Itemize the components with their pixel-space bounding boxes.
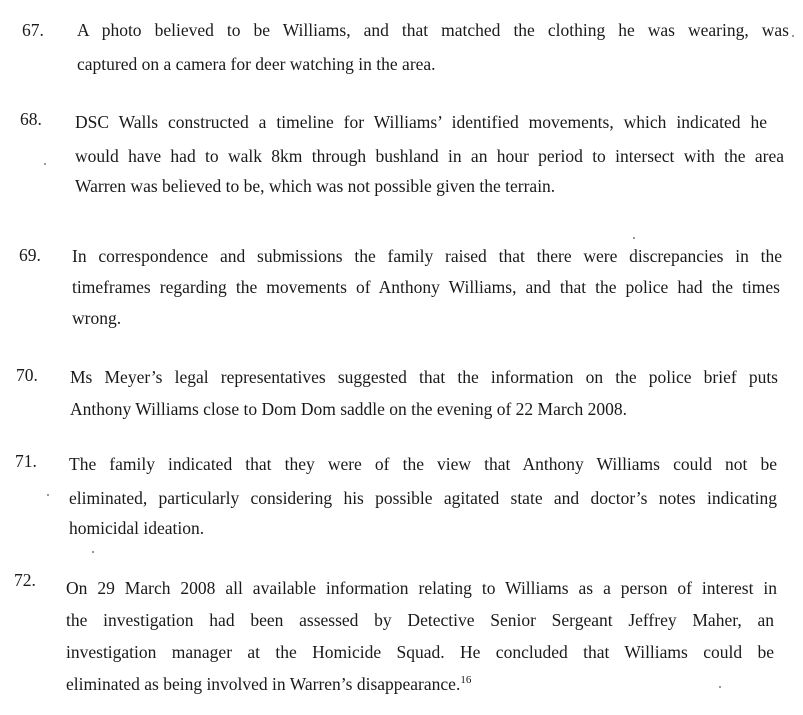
scan-speck (44, 163, 46, 165)
paragraph-line: Ms Meyer’s legal representatives suggested that the information on the police brief puts (70, 367, 778, 387)
paragraph-line (66, 674, 471, 694)
paragraph-line: Anthony Williams close to Dom Dom saddle on the evening of 22 March 2008. (70, 399, 627, 419)
paragraph-line: The family indicated that they were of the view that Anthony Williams could not be (69, 454, 777, 474)
paragraph-line: timeframes regarding the movements of Anthony Williams, and that the police had the times (72, 277, 780, 297)
paragraph-line: homicidal ideation. (69, 518, 205, 538)
footnote-reference: 16 (460, 674, 472, 687)
paragraph-number: 70. (16, 365, 38, 385)
scan-speck (47, 494, 49, 496)
paragraph-line: captured on a camera for deer watching in the area. (77, 54, 436, 74)
scan-speck (633, 237, 635, 239)
paragraph-line: On 29 March 2008 all available information relating to Williams as a person of interest in (66, 578, 777, 598)
scan-speck (719, 686, 721, 688)
paragraph-number: 67. (22, 20, 44, 40)
paragraph-line: Warren was believed to be, which was not possible given the terrain. (75, 176, 556, 196)
paragraph-number: 68. (20, 109, 42, 129)
paragraph-line: wrong. (72, 308, 122, 328)
paragraph-line: the investigation had been assessed by Detective Senior Sergeant Jeffrey Maher, an (66, 610, 774, 630)
paragraph-number: 72. (14, 570, 36, 590)
scan-speck (792, 35, 794, 37)
paragraph-line: In correspondence and submissions the family raised that there were discrepancies in the (72, 246, 782, 266)
paragraph-line: eliminated, particularly considering his possible agitated state and doctor’s notes indicating (69, 488, 777, 508)
paragraph-number: 69. (19, 245, 41, 265)
paragraph-line: would have had to walk 8km through bushland in an hour period to intersect with the area (75, 146, 784, 166)
paragraph-line: A photo believed to be Williams, and that matched the clothing he was wearing, was (77, 20, 789, 40)
paragraph-number: 71. (15, 451, 37, 471)
scan-speck (92, 551, 94, 553)
paragraph-line: DSC Walls constructed a timeline for Williams’ identified movements, which indicated he (75, 112, 767, 132)
paragraph-line: investigation manager at the Homicide Squad. He concluded that Williams could be (66, 642, 774, 662)
paragraph-line-text: eliminated as being involved in Warren’s disappearance. (66, 674, 461, 694)
